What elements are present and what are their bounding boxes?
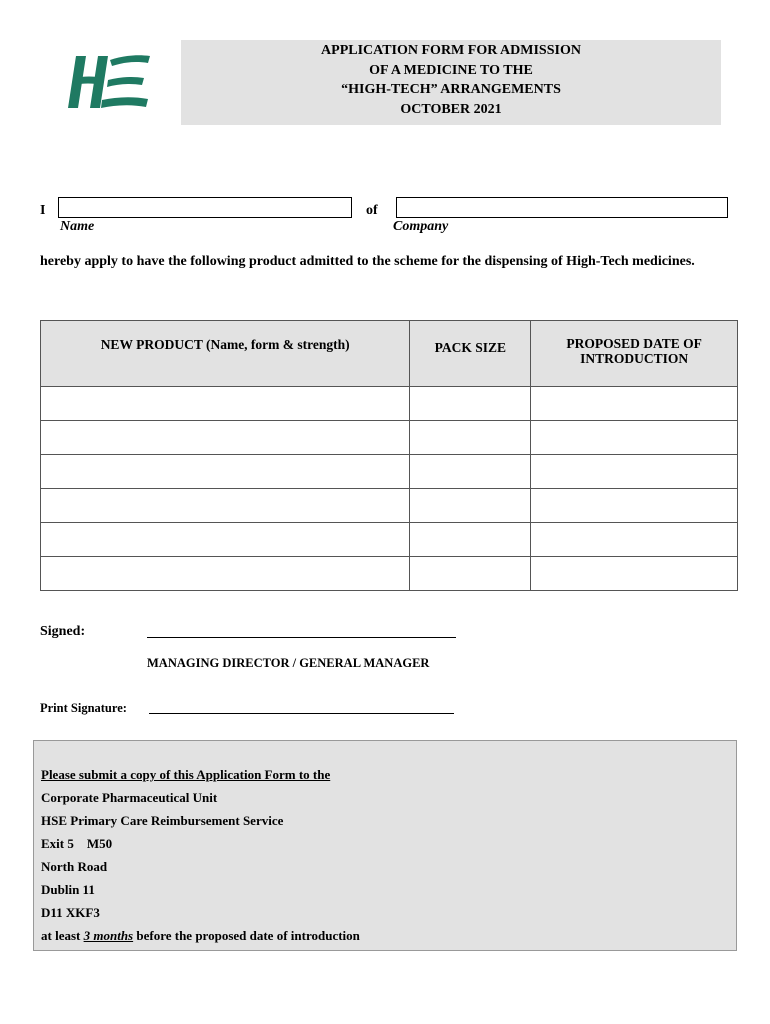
deadline-suffix: before the proposed date of introduction: [133, 928, 360, 943]
table-row: [41, 455, 738, 489]
product-cell[interactable]: [41, 421, 410, 455]
date-cell[interactable]: [531, 557, 738, 591]
table-row: [41, 387, 738, 421]
product-cell[interactable]: [41, 455, 410, 489]
pack-size-cell[interactable]: [410, 421, 531, 455]
address-line-6: D11 XKF3: [41, 905, 100, 920]
form-title: [181, 40, 721, 125]
of-label: of: [366, 203, 378, 218]
date-cell[interactable]: [531, 489, 738, 523]
date-cell[interactable]: [531, 523, 738, 557]
table-row: [41, 523, 738, 557]
product-cell[interactable]: [41, 387, 410, 421]
address-line-3: Exit 5 M50: [41, 836, 113, 851]
address-line-5: Dublin 11: [41, 882, 95, 897]
hse-logo: [62, 50, 154, 114]
company-caption: Company: [393, 219, 449, 234]
table-header-row: [41, 321, 738, 387]
deadline-emphasis: 3 months: [83, 928, 134, 943]
product-cell[interactable]: [41, 557, 410, 591]
table-row: [41, 557, 738, 591]
signed-label: Signed:: [40, 624, 86, 639]
header-new-product: NEW PRODUCT (Name, form & strength): [41, 321, 410, 387]
signature-line[interactable]: [147, 637, 456, 638]
date-cell[interactable]: [531, 455, 738, 489]
print-signature-line[interactable]: [149, 713, 454, 714]
table-row: [41, 489, 738, 523]
deadline-prefix: at least: [41, 928, 84, 943]
apply-statement: hereby apply to have the following product admitted to the scheme for the dispensing of High-Tech medicines.: [40, 254, 695, 269]
date-cell[interactable]: [531, 387, 738, 421]
name-caption: Name: [60, 219, 95, 234]
table-row: [41, 421, 738, 455]
title-line-2: OF A MEDICINE TO THE: [369, 62, 533, 78]
product-cell[interactable]: [41, 523, 410, 557]
pack-size-cell[interactable]: [410, 387, 531, 421]
hse-logo-icon: [62, 50, 154, 114]
product-cell[interactable]: [41, 489, 410, 523]
title-line-4: OCTOBER 2021: [400, 101, 502, 117]
title-line-1: APPLICATION FORM FOR ADMISSION: [321, 43, 581, 58]
company-field[interactable]: [396, 197, 728, 218]
pack-size-cell[interactable]: [410, 455, 531, 489]
title-line-3: “HIGH-TECH” ARRANGEMENTS: [341, 82, 561, 97]
submission-instructions: [33, 740, 737, 951]
header-proposed-date: PROPOSED DATE OF INTRODUCTION: [531, 321, 738, 387]
address-line-2: HSE Primary Care Reimbursement Service: [41, 813, 284, 828]
print-signature-label: Print Signature:: [40, 701, 127, 715]
name-field[interactable]: [58, 197, 352, 218]
address-line-4: North Road: [41, 859, 108, 874]
role-label: MANAGING DIRECTOR / GENERAL MANAGER: [147, 656, 430, 670]
date-cell[interactable]: [531, 421, 738, 455]
i-label: I: [40, 203, 46, 218]
products-table: [40, 320, 738, 591]
pack-size-cell[interactable]: [410, 489, 531, 523]
pack-size-cell[interactable]: [410, 557, 531, 591]
pack-size-cell[interactable]: [410, 523, 531, 557]
header-pack-size: PACK SIZE: [410, 321, 531, 387]
submit-heading: Please submit a copy of this Application Form to the: [41, 767, 331, 782]
address-line-1: Corporate Pharmaceutical Unit: [41, 790, 218, 805]
deadline-text: [41, 928, 360, 944]
